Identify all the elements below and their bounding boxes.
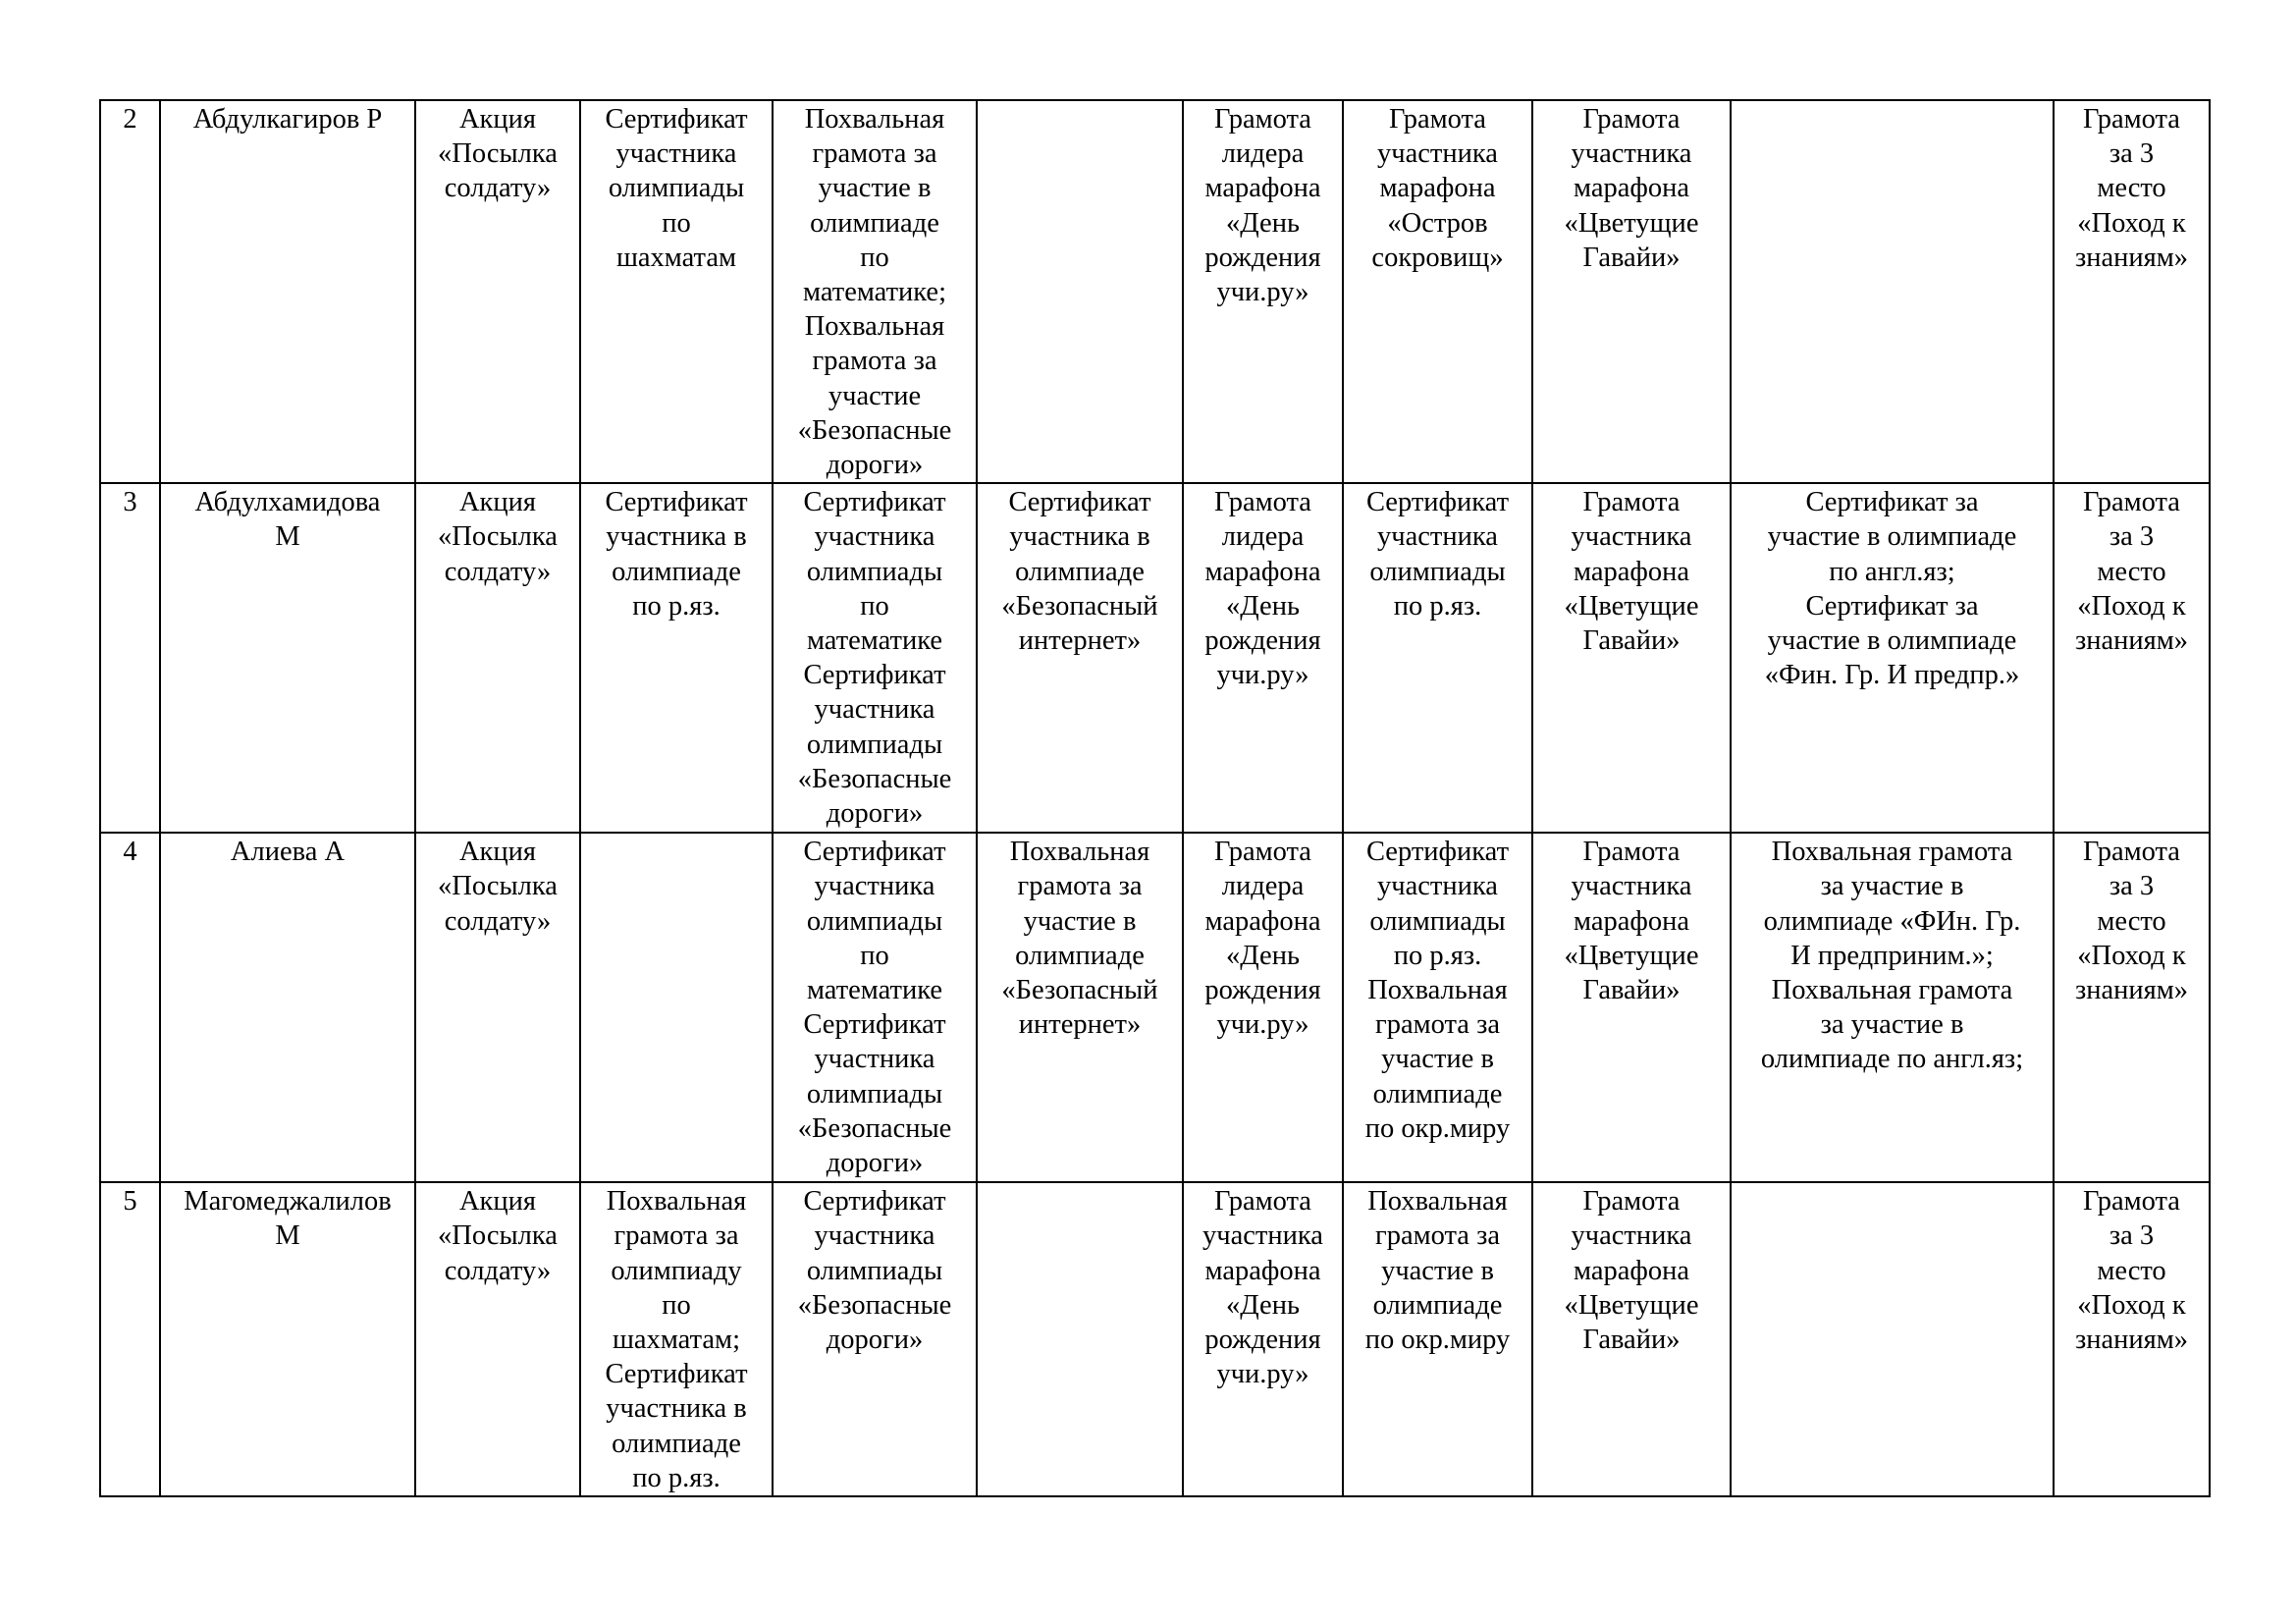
table-cell: Акция «Посылка солдату» [415,1182,580,1496]
table-cell: Грамота лидера марафона «День рождения учи.ру» [1183,100,1343,483]
table-cell [1731,1182,2054,1496]
table-cell: Грамота за 3 место «Поход к знаниям» [2054,833,2210,1182]
table-cell: Акция «Посылка солдату» [415,833,580,1182]
table-cell: Акция «Посылка солдату» [415,483,580,833]
table-row [100,100,2210,483]
table-cell: Сертификат за участие в олимпиаде по англ.яз; Сертификат за участие в олимпиаде «Фин. Гр. И предпр.» [1731,483,2054,833]
student-name-cell: Алиева А [160,833,415,1182]
table-cell: Похвальная грамота за участие в олимпиаде «ФИн. Гр. И предприним.»; Похвальная грамота за участие в олимпиаде по англ.яз; [1731,833,2054,1182]
table-cell: Грамота лидера марафона «День рождения учи.ру» [1183,483,1343,833]
table-row [100,483,2210,833]
table-cell: Акция «Посылка солдату» [415,100,580,483]
table-cell: Похвальная грамота за олимпиаду по шахматам; Сертификат участника в олимпиаде по р.яз. [580,1182,773,1496]
table-cell: Грамота лидера марафона «День рождения учи.ру» [1183,833,1343,1182]
row-number-cell: 2 [100,100,160,483]
table-cell: Сертификат участника олимпиады по р.яз. [1343,483,1532,833]
table-cell: Грамота за 3 место «Поход к знаниям» [2054,483,2210,833]
table-cell: Грамота участника марафона «Цветущие Гавайи» [1532,1182,1731,1496]
table-cell: Грамота за 3 место «Поход к знаниям» [2054,100,2210,483]
table-cell: Похвальная грамота за участие в олимпиаде по окр.миру [1343,1182,1532,1496]
table-cell: Грамота за 3 место «Поход к знаниям» [2054,1182,2210,1496]
table-cell: Похвальная грамота за участие в олимпиаде по математике; Похвальная грамота за участие «Безопасные дороги» [773,100,977,483]
awards-table [99,99,2211,1497]
table-cell [977,1182,1183,1496]
student-name-cell: Абдулхамидова М [160,483,415,833]
table-cell [1731,100,2054,483]
row-number-cell: 5 [100,1182,160,1496]
table-cell: Сертификат участника в олимпиаде по р.яз. [580,483,773,833]
table-cell: Сертификат участника олимпиады «Безопасные дороги» [773,1182,977,1496]
table-cell: Сертификат участника олимпиады по р.яз. Похвальная грамота за участие в олимпиаде по окр.миру [1343,833,1532,1182]
table-cell [977,100,1183,483]
table-cell: Грамота участника марафона «Цветущие Гавайи» [1532,100,1731,483]
table-cell: Грамота участника марафона «День рождения учи.ру» [1183,1182,1343,1496]
table-cell: Грамота участника марафона «Цветущие Гавайи» [1532,483,1731,833]
table-cell: Сертификат участника олимпиады по математике Сертификат участника олимпиады «Безопасные дороги» [773,483,977,833]
table-cell: Грамота участника марафона «Остров сокровищ» [1343,100,1532,483]
table-cell: Сертификат участника в олимпиаде «Безопасный интернет» [977,483,1183,833]
student-name-cell: Абдулкагиров Р [160,100,415,483]
table-cell: Похвальная грамота за участие в олимпиаде «Безопасный интернет» [977,833,1183,1182]
table-cell [580,833,773,1182]
row-number-cell: 3 [100,483,160,833]
table-cell: Грамота участника марафона «Цветущие Гавайи» [1532,833,1731,1182]
table-row [100,1182,2210,1496]
table-row [100,833,2210,1182]
table-cell: Сертификат участника олимпиады по математике Сертификат участника олимпиады «Безопасные дороги» [773,833,977,1182]
student-name-cell: Магомеджалилов М [160,1182,415,1496]
table-cell: Сертификат участника олимпиады по шахматам [580,100,773,483]
row-number-cell: 4 [100,833,160,1182]
